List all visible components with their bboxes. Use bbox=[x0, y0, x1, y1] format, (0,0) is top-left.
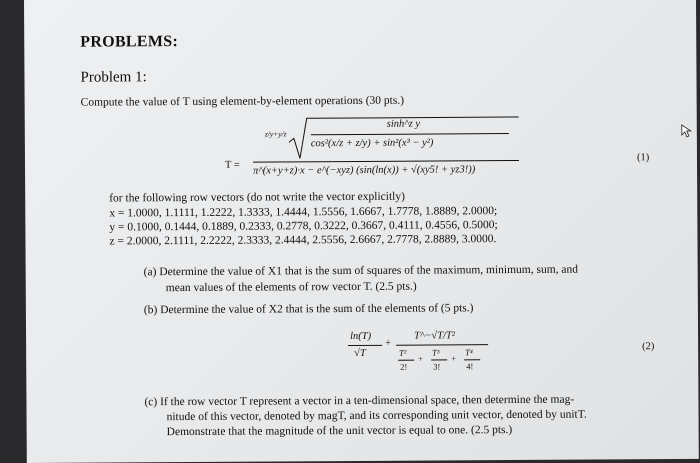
eq2-d2-den: 3! bbox=[433, 361, 441, 372]
eq2-d3-num: T⁴ bbox=[465, 347, 473, 358]
eq1-root-index: z/y+y/z bbox=[264, 129, 287, 139]
x-vector: x = 1.0000, 1.1111, 1.2222, 1.3333, 1.4444, 1.5556, 1.6667, 1.7778, 1.8889, 2.0000; bbox=[109, 205, 498, 220]
eq2-t1-den: √T bbox=[354, 347, 366, 359]
part-c-line3: Demonstrate that the magnitude of the unit vector is equal to one. (2.5 pts.) bbox=[166, 424, 513, 439]
page-heading: PROBLEMS: bbox=[80, 33, 179, 51]
eq2-d3-den: 4! bbox=[466, 361, 474, 372]
eq1-lhs: T = bbox=[224, 159, 240, 171]
eq2-t1-bar bbox=[348, 345, 382, 346]
eq2-plus: + bbox=[385, 337, 392, 349]
eq2-d1-den: 2! bbox=[400, 361, 408, 372]
eq2-d1-num: T² bbox=[399, 347, 407, 358]
eq1-num-bottom: cos²(x/z + z/y) + sin²(x³ − y²) bbox=[310, 137, 434, 150]
eq1-denominator: π^(x+y+z)·x − e^(−xyz) (sin(ln(x)) + √(xy5! + yz3!)) bbox=[253, 164, 476, 177]
part-c-line1: (c) If the row vector T represent a vector in a ten-dimensional space, then determine the mag- bbox=[144, 393, 575, 409]
eq2-d2-num: T³ bbox=[432, 347, 440, 358]
eq2-d3-bar bbox=[464, 359, 480, 360]
problem-title: Problem 1: bbox=[80, 69, 147, 86]
y-vector: y = 0.1000, 0.1444, 0.1889, 0.2333, 0.2778, 0.3222, 0.3667, 0.4111, 0.4556, 0.5000; bbox=[109, 219, 498, 234]
eq2-number: (2) bbox=[642, 341, 655, 353]
eq1-number: (1) bbox=[636, 152, 650, 164]
eq1-num-top: sinh^z y bbox=[386, 118, 421, 130]
eq2-d2-bar bbox=[431, 359, 447, 360]
eq2-t2-bar bbox=[396, 344, 488, 346]
part-b: (b) Determine the value of X2 that is the sum of the elements of (5 pts.) bbox=[143, 302, 474, 317]
eq2-d1-bar bbox=[398, 360, 414, 361]
part-a-line1: (a) Determine the value of X1 that is the sum of squares of the maximum, minimum, sum, and bbox=[143, 263, 579, 279]
document-page bbox=[24, 0, 699, 463]
part-c-line2: nitude of this vector, denoted by magT, and its corresponding unit vector, denoted by unitT. bbox=[166, 408, 587, 424]
vectors-intro: for the following row vectors (do not write the vector explicitly) bbox=[109, 190, 405, 205]
equation-2: ln(T) √T + T^−√T/T² T² 2! + T³ 3! + T⁴ 4! bbox=[348, 327, 498, 383]
eq1-main-fraction-bar bbox=[253, 160, 519, 163]
z-vector: z = 2.0000, 2.1111, 2.2222, 2.3333, 2.4444, 2.5556, 2.6667, 2.7778, 2.8889, 3.0000. bbox=[109, 233, 497, 248]
eq2-t2-num: T^−√T/T² bbox=[414, 330, 455, 342]
part-a-line2: mean values of the elements of row vector T. (2.5 pts.) bbox=[165, 280, 417, 295]
mouse-cursor-icon bbox=[681, 124, 695, 138]
instruction: Compute the value of T using element-by-element operations (30 pts.) bbox=[80, 94, 405, 109]
eq2-t1-num: ln(T) bbox=[350, 330, 372, 343]
equation-1 bbox=[219, 111, 519, 188]
